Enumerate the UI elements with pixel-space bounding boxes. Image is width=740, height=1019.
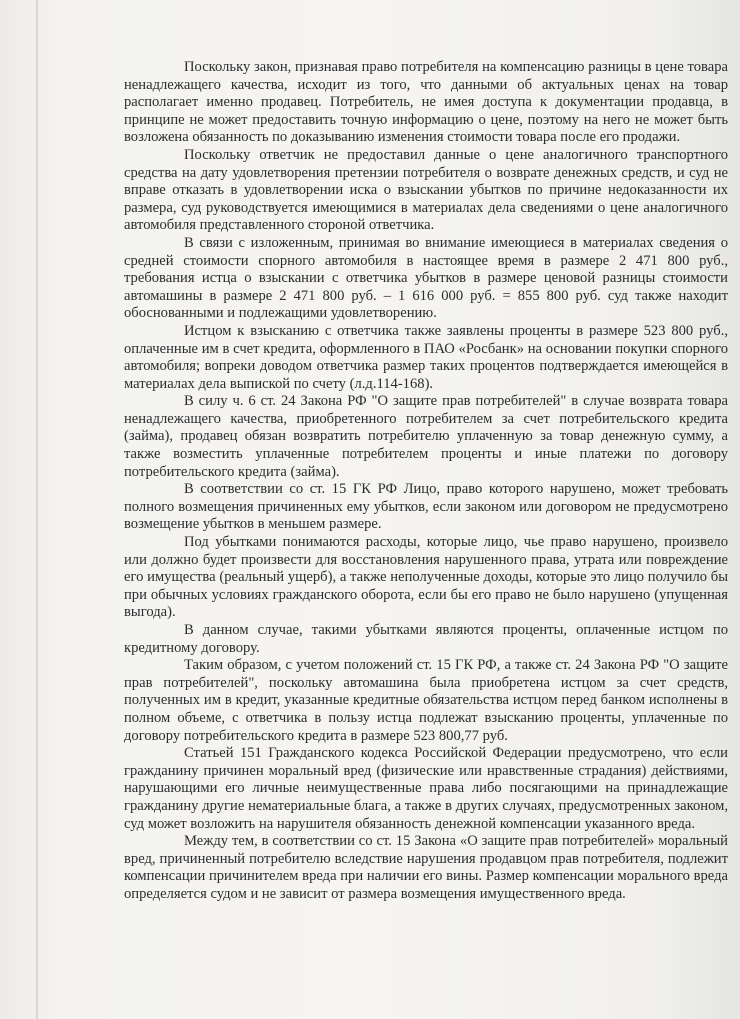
paragraph-article-15-gk: В соответствии со ст. 15 ГК РФ Лицо, право которого нарушено, может требовать полного возмещения причиненных ему убытков, если законом или договором не предусмотрено возмещение убытков в меньшем размере. xyxy=(124,481,728,533)
document-body xyxy=(124,59,728,904)
paragraph-average-cost: В связи с изложенным, принимая во внимание имеющиеся в материалах сведения о средней стоимости спорного автомобиля в настоящее время в размере 2 471 800 руб., требования истца о взыскании с ответчика убытков в размере ценовой разницы стоимости автомашины в размере 2 471 800 руб. – 1 616 000 руб. = 855 800 руб. суд также находит обоснованными и подлежащими удовлетворению. xyxy=(124,234,728,322)
paragraph-article-151: Статьей 151 Гражданского кодекса Российской Федерации предусмотрено, что если гражданину причинен моральный вред (физические или нравственные страдания) действиями, нарушающими его личные неимущественные права либо посягающими на принадлежащие гражданину другие нематериальные блага, а также в других случаях, предусмотренных законом, суд может возложить на нарушителя обязанность денежной компенсации указанного вреда. xyxy=(124,745,728,832)
paragraph-article-24: В силу ч. 6 ст. 24 Закона РФ "О защите прав потребителей" в случае возврата товара ненадлежащего качества, приобретенного потребителем за счет потребительского кредита (займа), продавец обязан возвратить потребителю уплаченную за товар денежную сумму, а также возместить уплаченные потребителем проценты и иные платежи по договору потребительского кредита (займа). xyxy=(124,393,728,480)
paragraph-moral-damage: Между тем, в соответствии со ст. 15 Закона «О защите прав потребителей» моральный вред, причиненный потребителю вследствие нарушения продавцом прав потребителя, подлежит компенсации причинителем вреда при наличии его вины. Размер компенсации морального вреда определяется судом и не зависит от размера возмещения имущественного вреда. xyxy=(124,833,728,902)
paragraph-losses-case: В данном случае, такими убытками являются проценты, оплаченные истцом по кредитному договору. xyxy=(124,622,728,656)
paragraph-price-difference: Поскольку закон, признавая право потребителя на компенсацию разницы в цене товара ненадлежащего качества, исходит из того, что данными об актуальных ценах на товар располагает именно продавец. Потребитель, не имея доступа к документации продавца, в принципе не может предоставить точную информацию о цене, поэтому на него не может быть возложена обязанность по доказыванию изменения стоимости товара после его продажи. xyxy=(124,59,728,146)
paragraph-credit-interest: Истцом к взысканию с ответчика также заявлены проценты в размере 523 800 руб., оплаченные им в счет кредита, оформленного в ПАО «Росбанк» на основании покупки спорного автомобиля; вопреки доводом ответчика размер таких процентов подтверждается имеющейся в материалах дела выпиской по счету (л.д.114-168). xyxy=(124,322,728,392)
paragraph-losses-definition: Под убытками понимаются расходы, которые лицо, чье право нарушено, произвело или должно будет произвести для восстановления нарушенного права, утрата или повреждение его имущества (реальный ущерб), а также неполученные доходы, которые это лицо получило бы при обычных условиях гражданского оборота, если бы его право не было нарушено (упущенная выгода). xyxy=(124,534,728,621)
paragraph-defendant-no-data: Поскольку ответчик не предоставил данные о цене аналогичного транспортного средства на дату удовлетворения претензии потребителя о возврате денежных средств, и суд не вправе отказать в удовлетворении иска о взыскании убытков по причине недоказанности их размера, суд руководствуется имеющимися в материалах дела сведениями о цене аналогичного автомобиля представленного стороной ответчика. xyxy=(124,146,728,234)
paragraph-conclusion-interest: Таким образом, с учетом положений ст. 15 ГК РФ, а также ст. 24 Закона РФ "О защите прав потребителей", поскольку автомашина была приобретена истцом за счет средств, полученных им в кредит, указанные кредитные обязательства истцом перед банком исполнены в полном объеме, с ответчика в пользу истца подлежат взысканию проценты, уплаченные по договору потребительского кредита в размере 523 800,77 руб. xyxy=(124,657,728,744)
